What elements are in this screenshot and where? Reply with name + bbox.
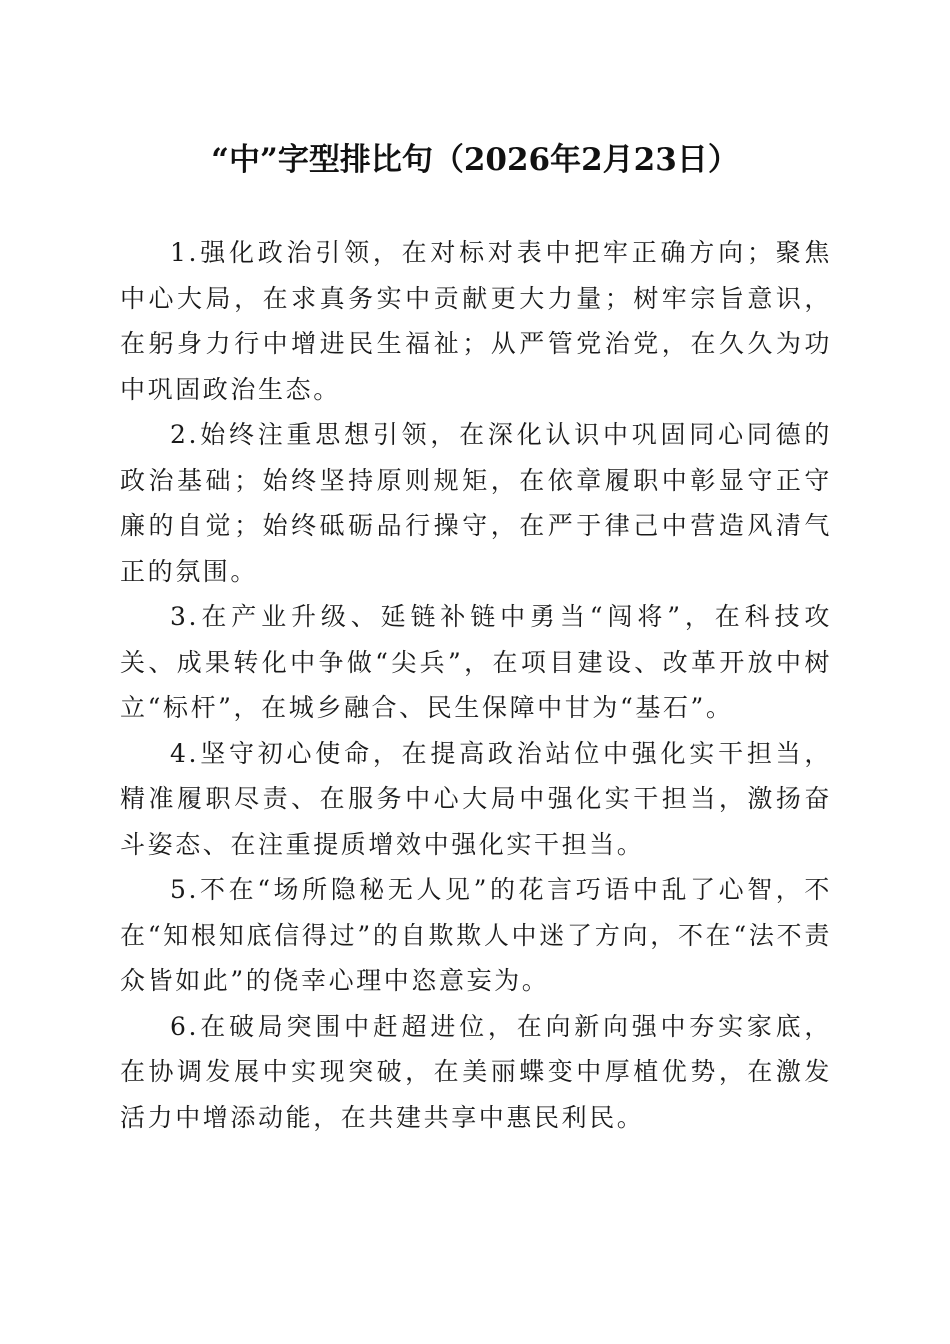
document-title: “中”字型排比句（2026年2月23日） [211,142,739,178]
paragraph-6: 6.在破局突围中赶超进位，在向新向强中夯实家底，在协调发展中实现突破，在美丽蝶变中厚植优势，在激发活力中增添动能，在共建共享中惠民利民。 [120,1011,832,1132]
paragraph-1: 1.强化政治引领，在对标对表中把牢正确方向；聚焦中心大局，在求真务实中贡献更大力量；树牢宗旨意识，在躬身力行中增进民生福祉；从严管党治党，在久久为功中巩固政治生态。 [120,238,832,404]
paragraph-4: 4.坚守初心使命，在提高政治站位中强化实干担当，精准履职尽责、在服务中心大局中强化实干担当，激扬奋斗姿态、在注重提质增效中强化实干担当。 [120,738,832,859]
paragraph-5: 5.不在“场所隐秘无人见”的花言巧语中乱了心智，不在“知根知底信得过”的自欺欺人中迷了方向，不在“法不责众皆如此”的侥幸心理中恣意妄为。 [120,875,832,995]
paragraph-3: 3.在产业升级、延链补链中勇当“闯将”，在科技攻关、成果转化中争做“尖兵”，在项目建设、改革开放中树立“标杆”，在城乡融合、民生保障中甘为“基石”。 [120,602,832,722]
paragraph-2: 2.始终注重思想引领，在深化认识中巩固同心同德的政治基础；始终坚持原则规矩，在依章履职中彰显守正守廉的自觉；始终砥砺品行操守，在严于律己中营造风清气正的氛围。 [120,420,832,586]
document-body [120,230,832,1140]
